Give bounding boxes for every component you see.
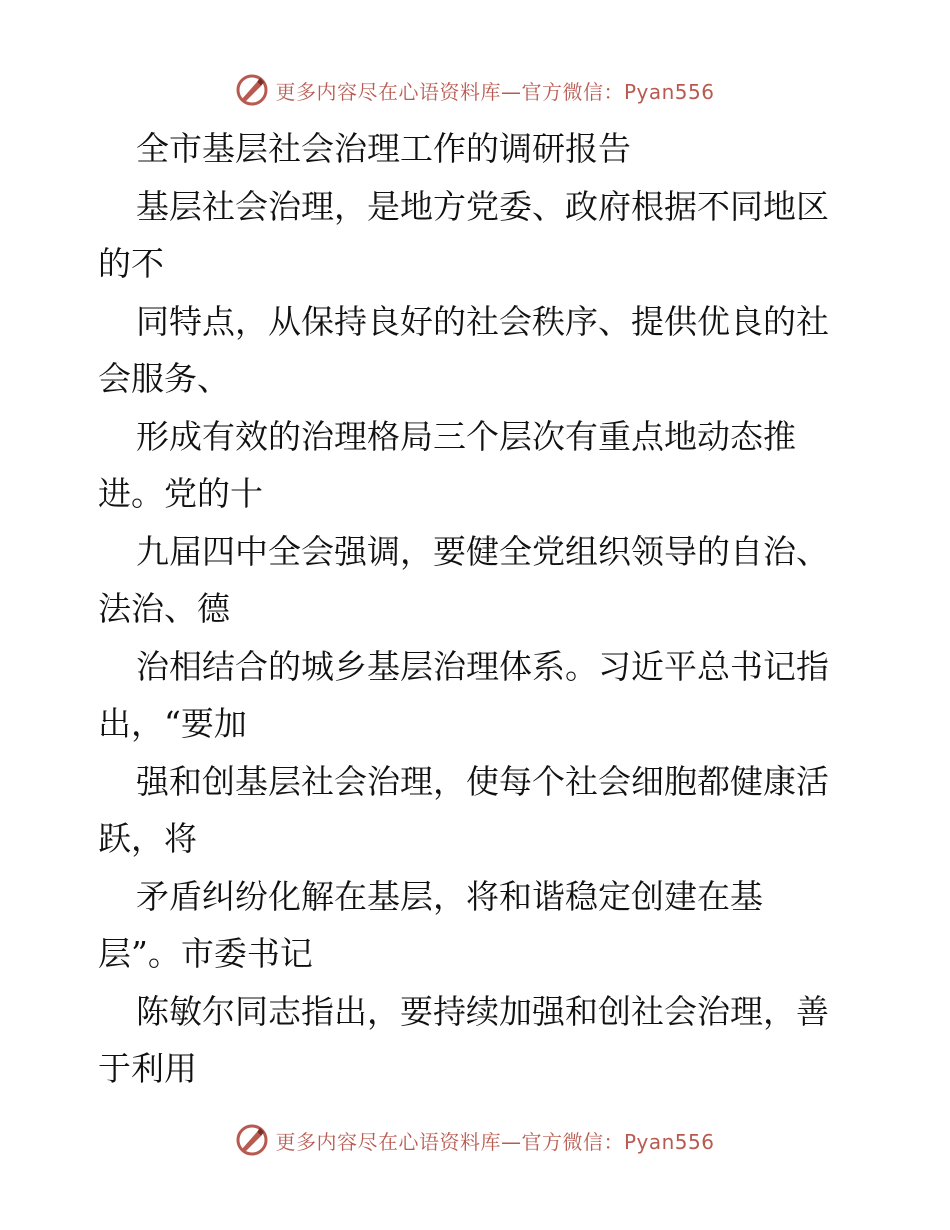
pen-logo-icon <box>235 73 269 107</box>
text-line: 强和创基层社会治理，使每个社会细胞都健康活 <box>136 761 829 801</box>
pen-logo-icon <box>235 1123 269 1157</box>
document-body <box>98 120 858 1098</box>
header-watermark <box>0 70 950 110</box>
text-line: 基层社会治理，是地方党委、政府根据不同地区 <box>136 186 829 226</box>
watermark-text: 更多内容尽在心语资料库—官方微信：Pyan556 <box>275 1129 715 1154</box>
watermark-text: 更多内容尽在心语资料库—官方微信：Pyan556 <box>275 79 715 104</box>
text-line: 九届四中全会强调，要健全党组织领导的自治、 <box>136 531 829 571</box>
text-line: 层”。市委书记 <box>98 934 313 973</box>
text-line: 治相结合的城乡基层治理体系。习近平总书记指 <box>136 646 829 686</box>
text-line: 出，“要加 <box>98 704 247 743</box>
text-line: 的不 <box>98 244 164 283</box>
text-line: 矛盾纠纷化解在基层，将和谐稳定创建在基 <box>136 876 763 916</box>
text-line: 形成有效的治理格局三个层次有重点地动态推 <box>136 416 796 456</box>
text-line: 跃，将 <box>98 819 197 858</box>
text-line: 全市基层社会治理工作的调研报告 <box>136 129 631 168</box>
text-line: 进。党的十 <box>98 474 263 513</box>
text-line: 法治、德 <box>98 589 230 628</box>
text-line: 同特点，从保持良好的社会秩序、提供优良的社 <box>136 301 829 341</box>
text-line: 于利用 <box>98 1049 197 1088</box>
text-line: 陈敏尔同志指出，要持续加强和创社会治理，善 <box>136 991 829 1031</box>
footer-watermark <box>0 1120 950 1160</box>
text-line: 会服务、 <box>98 359 230 398</box>
